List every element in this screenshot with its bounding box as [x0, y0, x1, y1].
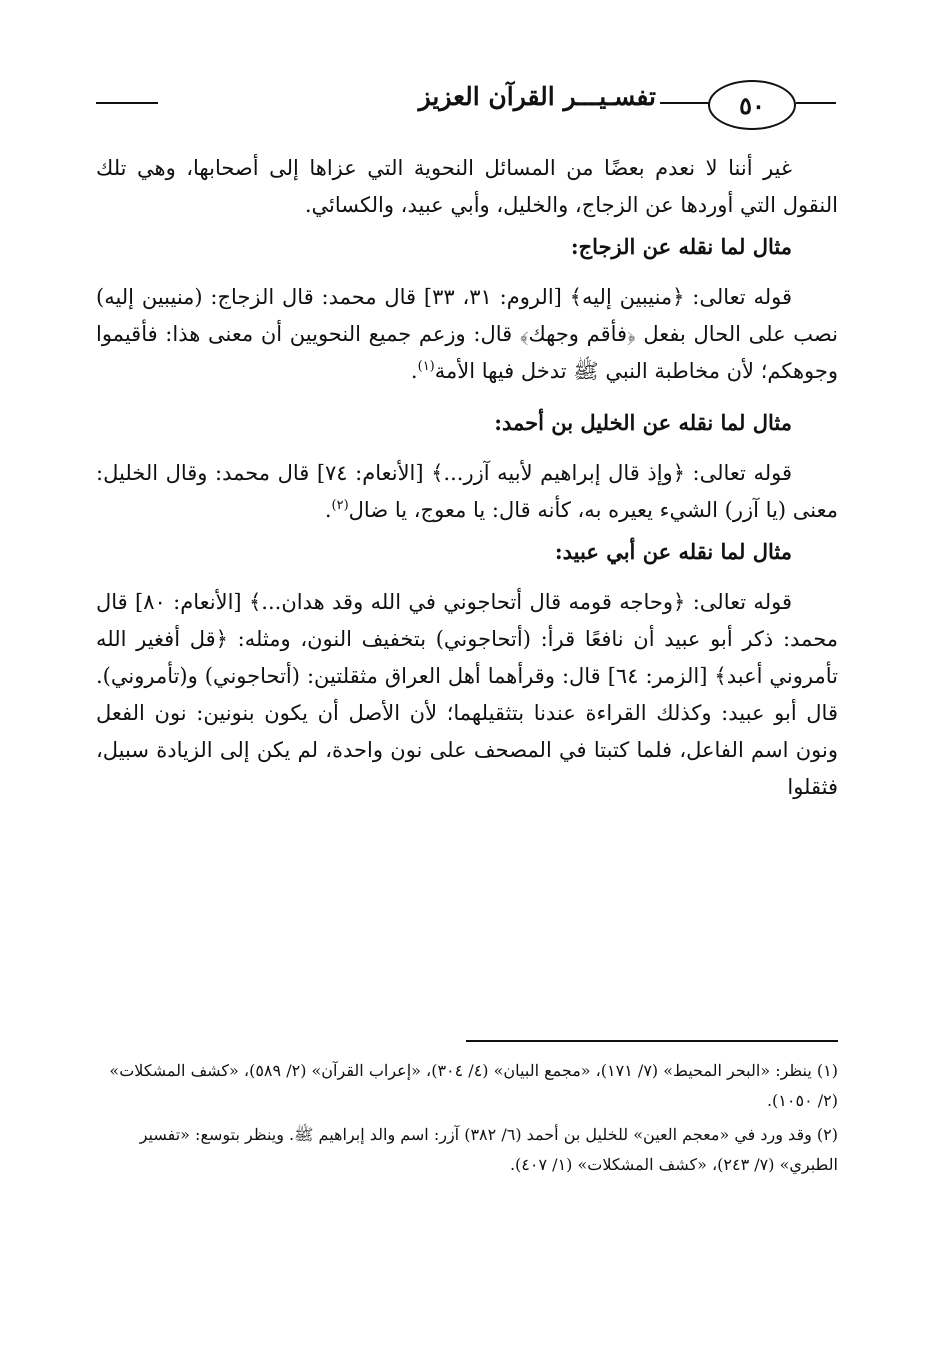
- header-rule-middle: [660, 102, 710, 104]
- book-title: تفسـيـــر القرآن العزيز: [418, 82, 656, 111]
- paragraph-khalil: [96, 455, 838, 529]
- footnote-2: (٢) وقد ورد في «معجم العين» للخليل بن أحمد (٦/ ٣٨٢) آزر: اسم والد إبراهيم ﷺ. وينظر بتوسع: «تفسير الطبري» (٧/ ٢٤٣)، «كشف المشكلات» (١/ ٤٠٧).: [139, 1125, 838, 1174]
- footnote-1: (١) ينظر: «البحر المحيط» (٧/ ١٧١)، «مجمع البيان» (٤/ ٣٠٤)، «إعراب القرآن» (٢/ ٥٨٩)، «كشف المشكلات» (٢/ ١٠٥٠).: [109, 1061, 838, 1110]
- footnote-separator: [466, 1040, 838, 1042]
- section-heading-zajjaj: مثال لما نقله عن الزجاج:: [570, 234, 792, 259]
- paragraph-khalil-text: قوله تعالى: ﴿وإذ قال إبراهيم لأبيه آزر...﴾ [الأنعام: ٧٤] قال محمد: وقال الخليل: معنى (يا آزر) الشيء يعيره به، كأنه قال: يا معوج، يا ضال: [96, 461, 838, 522]
- footnotes: [96, 1056, 838, 1184]
- header-rule-left: [96, 102, 158, 104]
- running-header: [96, 78, 836, 138]
- intro-paragraph: غير أننا لا نعدم بعضًا من المسائل النحوية التي عزاها إلى أصحابها، وهي تلك النقول التي أوردها عن الزجاج، والخليل، وأبي عبيد، والكسائي.: [96, 156, 838, 217]
- paragraph-khalil-end: .: [324, 498, 332, 522]
- footnote-ref-1: (١): [417, 359, 435, 374]
- section-heading-ubayd: مثال لما نقله عن أبي عبيد:: [554, 539, 792, 564]
- section-heading-khalil: مثال لما نقله عن الخليل بن أحمد:: [494, 410, 792, 435]
- footnote-ref-2: (٢): [331, 498, 349, 513]
- page-number: ٥٠: [708, 80, 796, 130]
- paragraph-zajjaj: [96, 279, 838, 390]
- paragraph-zajjaj-end: .: [410, 359, 418, 383]
- paragraph-zajjaj-text: قوله تعالى: ﴿منيبين إليه﴾ [الروم: ٣١، ٣٣] قال محمد: قال الزجاج: (منيبين إليه) نصب على الحال بفعل ﴿فأقم وجهك﴾ قال: وزعم جميع النحويين أن معنى هذا: فأقيموا وجوهكم؛ لأن مخاطبة النبي ﷺ تدخل فيها الأمة: [96, 285, 838, 383]
- paragraph-ubayd: قوله تعالى: ﴿وحاجه قومه قال أتحاجوني في الله وقد هدان...﴾ [الأنعام: ٨٠] قال محمد: ذكر أبو عبيد أن نافعًا قرأ: (أتحاجوني) بتخفيف النون، ومثله: ﴿قل أفغير الله تأمروني أعبد﴾ [الزمر: ٦٤] قال: وقرأهما أهل العراق مثقلتين: (أتحاجوني) و(تأمروني). قال أبو عبيد: وكذلك القراءة عندنا بتثقيلهما؛ لأن الأصل أن يكون بنونين: نون الفعل ونون اسم الفاعل، فلما كتبتا في المصحف على نون واحدة، لم يكن إلى الزيادة سبيل، فثقلوا: [96, 590, 838, 799]
- main-text: [96, 150, 838, 806]
- header-rule-right: [796, 102, 836, 104]
